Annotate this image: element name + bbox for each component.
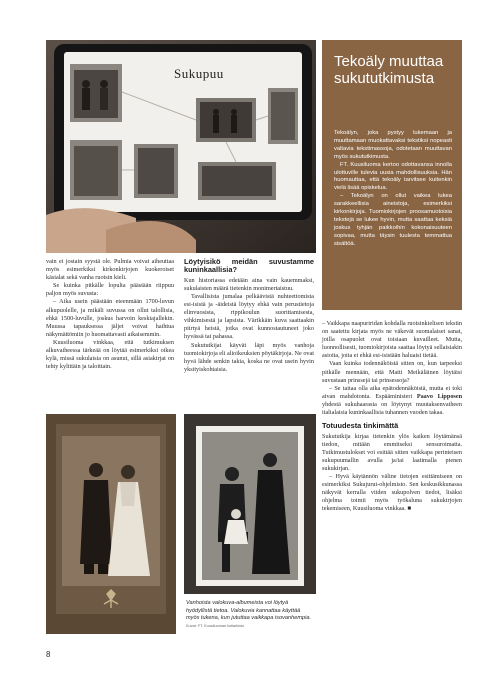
person-name: Paavo Lipposen xyxy=(416,392,463,400)
body-paragraph: Kun historiassa edetään aina vain kauemmaksi, sukulaisten määrä tietenkin monimertaistuu. xyxy=(184,276,314,292)
body-paragraph: – Aika usein päästään eteenmään 1700-luvun alkupuolelle, ja mikäli suvussa on ollut talollisia, ehkä 1500-luvulle, joskus harvoin keskiajallekin. Muussa tapauksessa jäljet voivat haihtua näkymättömiin jo huomattavasti aikaisemmin. xyxy=(46,298,174,338)
section-heading: Löytyisikö meidän suvustamme kuninkaallisia? xyxy=(184,257,314,275)
column-1-text xyxy=(46,258,174,371)
body-paragraph: vain ei jostain syystä ole. Pulmia voivat aiheuttaa myös esimerkiksi kirkonkirjojen kuokeroiset käsialat sekä vanha ruotsin kieli. xyxy=(46,258,174,282)
column-2-text xyxy=(184,258,314,374)
sidebar-box xyxy=(322,40,462,310)
wedding-photo-illustration xyxy=(46,414,176,634)
wedding-photo xyxy=(46,414,176,634)
sidebar-paragraph: FT. Kuusiluoma kertoo odottavansa innolla ulottuville tulevia uusia mahdollisuuksia. Hän huomauttaa, että tekoäly tarvitsee kuitenkin vielä lisää opiskelua. xyxy=(334,161,452,192)
body-paragraph: Tavallisista jumalaa pelkäävistä nuhteettomista esi-isistä ja -äideistä löytyy ehkä vain perustietoja elinvuosista, rippikoulun suorittamisesta, vihkimisestä ja lapsista. Värikkäin kuva saattaakin piirtyä heistä, jotka ovat kunnostautuneet joko hyvässä tai pahassa. xyxy=(184,293,314,341)
body-paragraph: – Vaikkapa naapuriridan kohdalla ruotsinkielisen tekstin on saatettu kirjata myös ne väkevät suomalaiset sanat, joilla osapuolet ovat toisiaan kuvailleet. Mutta, luonnollisesti, tuomiokirjoista saattaa löytyä sellaisiakin asioita, joita ei ehkä esi-isistään haluaisi tietää. xyxy=(322,320,462,360)
sidebar-paragraph: Tekoälyn, joka pystyy lukemaan ja muuttamaan muokattavaksi tekstiksi nopeasti valtavia tekstimassoja, odotetaan muuttavan myös sukututkimusta. xyxy=(334,130,452,160)
photo-caption xyxy=(186,600,314,630)
sidebar-title: Tekoäly muuttaa sukututkimusta xyxy=(334,53,444,87)
tablet-screen-title: Sukupuu xyxy=(174,66,224,81)
body-paragraph: Kuusiluoma vinkkaa, että tutkimuksen alkuvaiheessa tärkeää on löytää esimerkiksi oikea kylä, missä sukulaisia on asunut, sillä asiakirjat on tehty kylittäin ja taloittain. xyxy=(46,338,174,371)
body-text: – Se taitaa olla aika epätodennäköistä, mutta ei toki aivan mahdotonta. Espääministeri xyxy=(322,384,462,400)
section-heading: Totuudesta tinkimättä xyxy=(322,421,399,431)
body-paragraph: – Hyvä käytännön väline tietojen esittämiseen on esimerkiksi Sukujurut-ohjelmisto. Sen keskusikkunassa näkyvät kerralla viiden sukupolven tiedot, lisäksi ohjelma toimii myös työkaluna sukukirjojen tekemiseen, Kuusiluoma vinkkaa. ■ xyxy=(322,473,462,513)
page-number: 8 xyxy=(46,650,51,659)
body-paragraph: Sukututkija kirjaa tietenkin ylös kaiken löytämänsä tiedon, mitään emmitseksi sensuroimatta. Tutkimustulokset voi esittää sitten vaikkapa perinteisen sukupuumallin avulla ja/tai laatimalla pienen sukukirjan. xyxy=(322,432,462,472)
family-photo xyxy=(184,414,316,594)
body-paragraph: Sukututkijat käyvät läpi myös vanhoja tuomiokirjoja eli alioikeuksien pöytäkirjoja. Ne ovat hyvä lähde senkin takia, koska ne ovat usein hyvin yksityiskohtaisia. xyxy=(184,341,314,373)
column-3-text xyxy=(322,320,462,513)
body-paragraph: Se kuinka pitkälle lopulta päästään riippuu paljon myös suvusta: xyxy=(46,282,174,298)
caption-text: Vanhoista valokuva-albumeista voi löytyä hyödyllistä tietoa. Valokuvia kannattaa käyttää myös tukena, kun jututtaa vaikkapa isovanhempia. xyxy=(186,600,311,622)
body-text: yhdestä sukuhaarasta on löytynyt muutaksenvaiheen italialaisia kuninkaallisia tuhannen vuoden takaa. xyxy=(322,400,462,417)
sidebar-paragraph: – Tekoälyn on ollut vaikea lukea sarakkeellisia aineistoja, esimerkiksi kirkonkirjoja. Tuomiokirjojen proosamuotoisia tekstejä se lukee hyvin, mutta saattaa keksiä joskus tyhjän paikkoihin kokonaisuuteen sopivaa, mutta täysin tuulesta temmattua sisältöä. xyxy=(334,193,452,247)
body-paragraph xyxy=(322,385,462,417)
tablet-family-tree-photo xyxy=(46,40,316,253)
photo-credit: Kuvat: FT. Kuusiluoman kotiarkisto xyxy=(186,623,245,628)
family-photo-illustration xyxy=(184,414,316,594)
sidebar-text xyxy=(334,130,452,249)
body-paragraph: Vaan kuinka todennäköistä sitten on, kun tarpeeksi pitkälle mennään, että Matti Meikäläinen löytäisi suvustaan prinssejä tai prinsessoja? xyxy=(322,360,462,384)
